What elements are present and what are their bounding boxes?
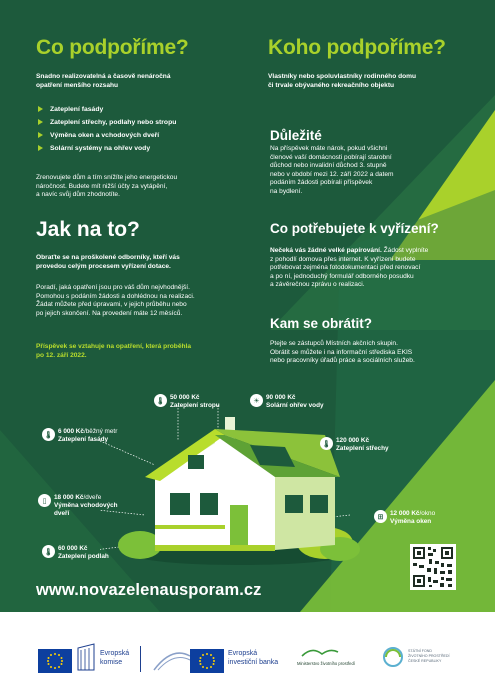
sfzp-logo-text: STÁTNÍ FOND ŽIVOTNÍHO PROSTŘEDÍ ČESKÉ REPUBLIKY [408,649,450,663]
list-item: Zateplení fasády [36,105,176,118]
ec-building-icon [76,642,96,672]
list-item: Zateplení střechy, podlahy nebo stropu [36,118,176,131]
callout-roof: 🌡 120 000 Kč Zateplení střechy [320,437,389,453]
footer-logos [0,612,495,700]
eib-logo-text: Evropská investiční banka [228,650,279,666]
deadline-note: Příspěvek se vztahuje na opatření, která proběhla po 12. září 2022. [36,343,192,359]
door-icon: ▯ [38,494,51,507]
heading-important: Důležité [270,128,322,143]
triangle-bullet-icon [38,132,43,138]
thermometer-icon: 🌡 [42,545,55,558]
thermometer-icon: 🌡 [320,437,333,450]
mzp-leaf-icon [300,646,340,658]
callout-door: ▯ 18 000 Kč/dveře Výměna vchodových dveří [38,494,118,518]
need-text: Nečeká vás žádné velké papírování. Žádost vyplníte z pohodlí domova přes internet. K vyřízení budete potřebovat zejména fotodokumentaci před renovací a po ní, jednoduchý formulář odborného posudku a závěrečnou zprávu o realizaci. [270,247,429,289]
support-list [36,105,176,157]
contact-text: Ptejte se zástupců Místních akčních skupin. Obrátit se můžete i na informační střediska EKIS nebo pracovníky úřadů práce a sociálních služeb. [270,340,415,365]
mzp-logo-text: Ministerstvo životního prostředí [297,661,355,666]
heading-what-we-support: Co podpoříme? [36,36,189,59]
sun-icon: ☀ [250,394,263,407]
callout-ceiling: 🌡 50 000 Kč Zateplení stropu [154,394,220,410]
list-item: Výměna oken a vchodových dveří [36,131,176,144]
house-illustration [100,395,390,570]
list-item: Solární systémy na ohřev vody [36,144,176,157]
heading-where-to-turn: Kam se obrátit? [270,316,373,331]
right-intro: Vlastníky nebo spoluvlastníky rodinného domu či trvale obývaného rekreačního objektu [268,73,417,89]
heading-who-we-support: Koho podpoříme? [268,36,446,59]
window-icon: ⊞ [374,510,387,523]
triangle-bullet-icon [38,106,43,112]
howto-text: Poradí, jaká opatření jsou pro váš dům nejvhodnější. Pomohou s podáním žádosti a dohlédnou na realizaci. Žádat můžete před úpravami, v jejich průběhu nebo po jejich skončení. Na provedení máte 12 měsíců. [36,284,195,317]
benefit-text: Zrenovujete dům a tím snížíte jeho energetickou náročnost. Budete mít nižší účty za vytápění, a navíc svůj dům zhodnotíte. [36,174,178,199]
heading-what-you-need: Co potřebujete k vyřízení? [270,221,439,236]
website-url[interactable]: www.novazelenausporam.cz [36,581,262,599]
left-intro: Snadno realizovatelná a časově nenáročná opatření menšího rozsahu [36,73,171,89]
callout-floor: 🌡 60 000 Kč Zateplení podlah [42,545,109,561]
heading-how-to: Jak na to? [36,218,140,241]
sfzp-circle-icon [382,646,404,668]
callout-window: ⊞ 12 000 Kč/okno Výměna oken [374,510,435,526]
callout-solar: ☀ 90 000 Kč Solární ohřev vody [250,394,324,410]
triangle-bullet-icon [38,145,43,151]
important-text: Na příspěvek máte nárok, pokud všichni členové vaší domácnosti pobírají starobní důchod nebo invalidní důchod 3. stupně nebo v období mezi 12. září 2022 a datem podáním žádosti pobírali příspěvek na bydlení. [270,145,394,195]
thermometer-icon: 🌡 [42,428,55,441]
ec-logo-text: Evropská komise [100,650,130,666]
eu-flag-icon [190,649,224,673]
eib-swoosh-icon [152,646,192,672]
thermometer-icon: 🌡 [154,394,167,407]
callout-facade: 🌡 6 000 Kč/běžný metr Zateplení fasády [42,428,117,444]
qr-code-icon[interactable] [410,544,456,590]
howto-bold: Obraťte se na proškolené odborníky, kteří vás provedou celým procesem vyřízení dotace. [36,254,180,270]
triangle-bullet-icon [38,119,43,125]
eu-flag-icon [38,649,72,673]
divider [140,646,141,672]
